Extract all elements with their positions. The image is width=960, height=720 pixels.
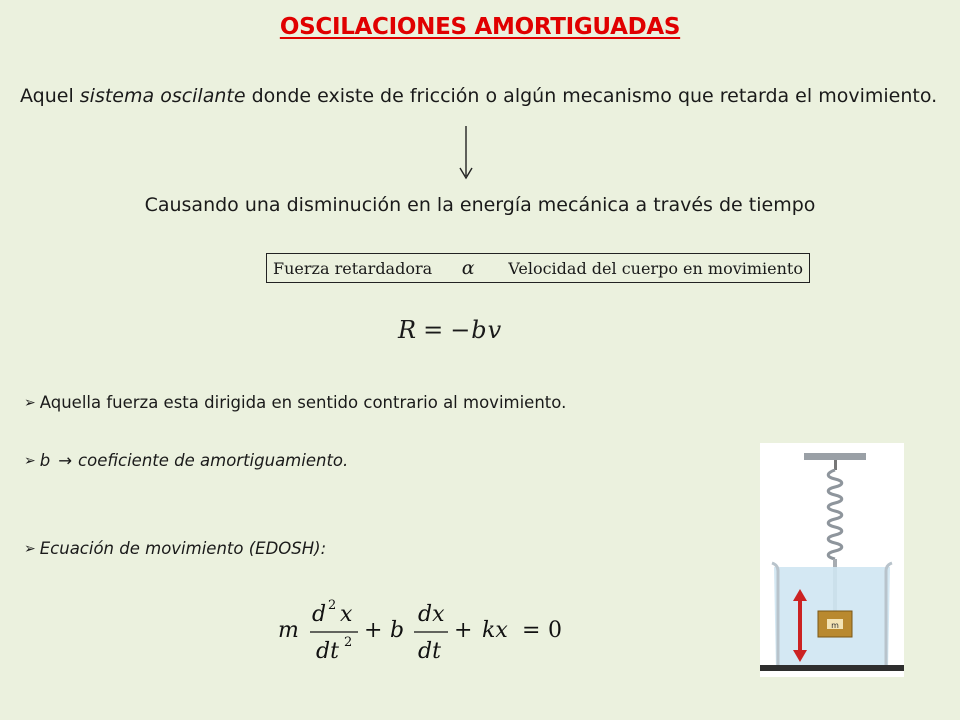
eq-zero: 0	[548, 618, 562, 643]
arrowhead-bullet-icon: ➢	[24, 540, 36, 557]
page-title: OSCILACIONES AMORTIGUADAS	[279, 14, 681, 40]
bullet-3-text: Ecuación de movimiento (EDOSH):	[39, 539, 327, 558]
alpha-symbol: α	[461, 257, 475, 279]
proportionality-box	[266, 253, 810, 283]
eq-m: m	[278, 618, 299, 643]
formula-r-lhs: R	[398, 316, 418, 344]
cause-text: Causando una disminución en la energía mecánica a través de tiempo	[144, 194, 816, 216]
eq-dt-sup-2: 2	[344, 635, 353, 650]
formula-r-eq: =	[423, 316, 445, 344]
formula-r-rhs: −bv	[450, 316, 503, 344]
eq-equals: =	[522, 618, 541, 643]
intro-text-2: donde existe de fricción o algún mecanismo que retarda el movimiento.	[245, 85, 938, 107]
bullet-force-direction	[24, 393, 566, 412]
down-arrow-icon	[456, 126, 476, 182]
box-right-text: Velocidad del cuerpo en movimiento	[508, 258, 803, 278]
box-left-text: Fuerza retardadora	[273, 258, 433, 278]
damped-spring-illustration	[760, 443, 904, 677]
spring-mass-beaker-icon	[760, 443, 904, 677]
eq-x: x	[340, 602, 353, 627]
intro-paragraph	[20, 80, 940, 113]
bullet-1-text: Aquella fuerza esta dirigida en sentido contrario al movimiento.	[39, 393, 567, 412]
retarding-force-formula	[398, 316, 502, 344]
eq-dt-2: dt	[418, 639, 441, 664]
right-arrow-icon: →	[58, 451, 73, 470]
intro-italic: sistema oscilante	[79, 85, 246, 107]
eq-plus-1: +	[364, 618, 383, 643]
eq-plus-2: +	[454, 618, 473, 643]
arrowhead-bullet-icon: ➢	[24, 394, 36, 411]
eq-dt: dt	[316, 639, 339, 664]
bullet-equation-of-motion	[24, 539, 326, 558]
bullet-damping-coefficient	[24, 451, 348, 470]
eq-b: b	[390, 618, 405, 643]
equation-of-motion	[278, 596, 578, 666]
eq-sup-2: 2	[328, 598, 337, 613]
eq-d: d	[312, 602, 327, 627]
bullet-2-text: coeficiente de amortiguamiento.	[78, 451, 349, 470]
eq-kx: kx	[482, 618, 508, 643]
mass-label: m	[831, 621, 839, 630]
intro-text-1: Aquel	[20, 85, 80, 107]
arrowhead-bullet-icon: ➢	[24, 452, 36, 469]
eq-dx: dx	[418, 602, 445, 627]
bullet-2-symbol: b	[39, 451, 51, 470]
